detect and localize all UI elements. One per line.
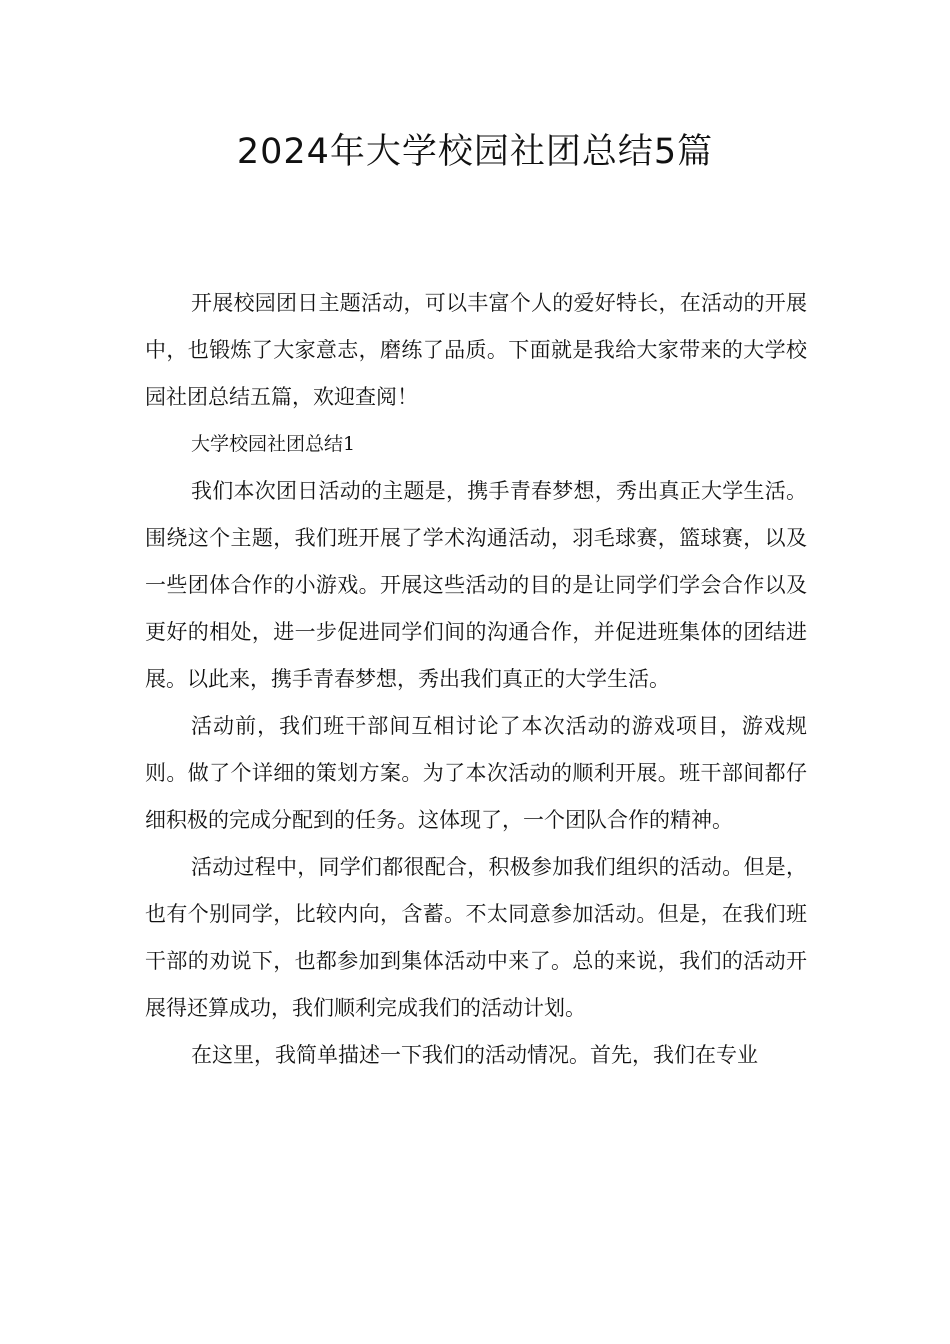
document-title: 2024年大学校园社团总结5篇	[236, 132, 714, 172]
body-paragraph: 活动前，我们班干部间互相讨论了本次活动的游戏项目，游戏规则。做了个详细的策划方案。为了本次活动的顺利开展。班干部间都仔细积极的完成分配到的任务。这体现了，一个团队合作的精神。	[145, 714, 807, 832]
body-paragraph: 在这里，我简单描述一下我们的活动情况。首先，我们在专业	[191, 1043, 758, 1067]
body-paragraph: 活动过程中，同学们都很配合，积极参加我们组织的活动。但是，也有个别同学，比较内向，含蓄。不太同意参加活动。但是，在我们班干部的劝说下，也都参加到集体活动中来了。总的来说，我们的活动开展得还算成功，我们顺利完成我们的活动计划。	[145, 855, 807, 1020]
section-heading: 大学校园社团总结1	[191, 433, 356, 455]
body-paragraph: 我们本次团日活动的主题是，携手青春梦想，秀出真正大学生活。围绕这个主题，我们班开展了学术沟通活动，羽毛球赛，篮球赛，以及一些团体合作的小游戏。开展这些活动的目的是让同学们学会合作以及更好的相处，进一步促进同学们间的沟通合作，并促进班集体的团结进展。以此来，携手青春梦想，秀出我们真正的大学生活。	[145, 479, 807, 691]
intro-paragraph: 开展校园团日主题活动，可以丰富个人的爱好特长，在活动的开展中，也锻炼了大家意志，磨练了品质。下面就是我给大家带来的大学校园社团总结五篇，欢迎查阅！	[145, 291, 807, 409]
document-body	[145, 280, 807, 1079]
